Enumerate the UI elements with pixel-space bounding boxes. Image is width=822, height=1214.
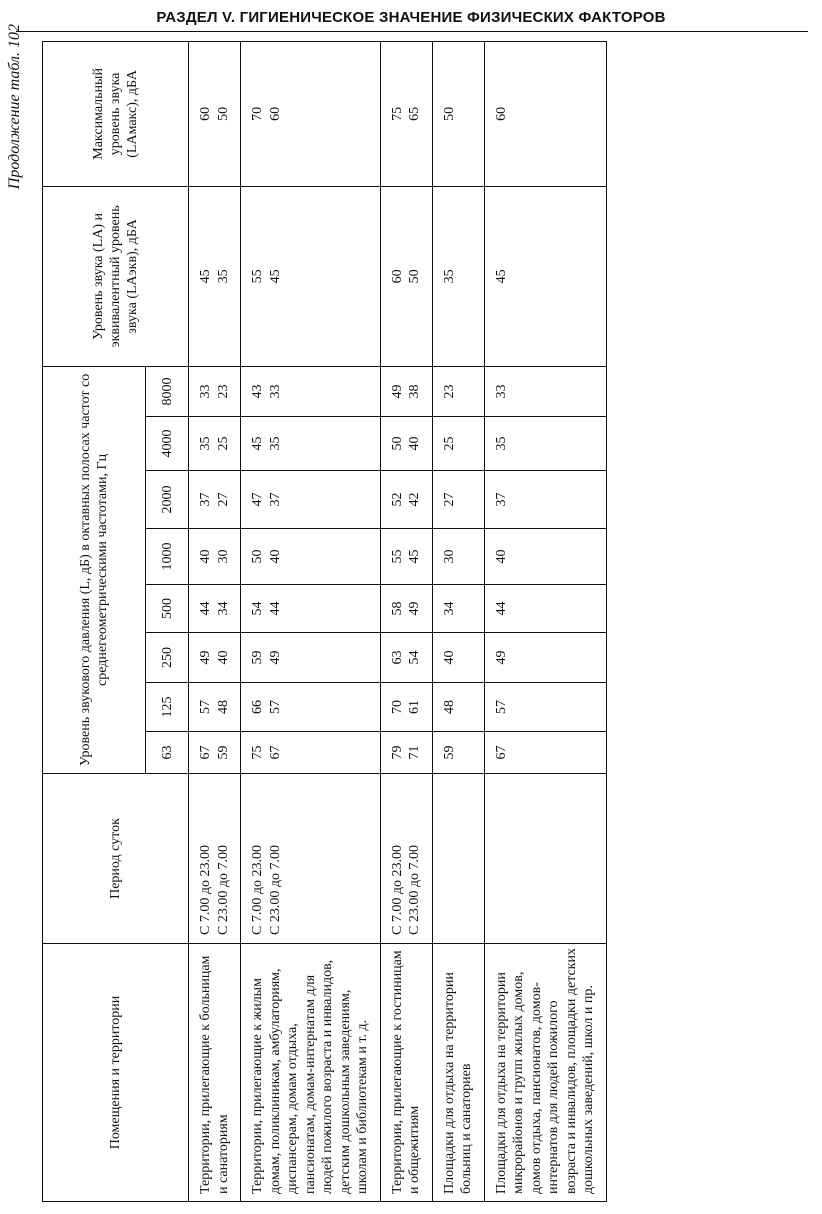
level-value: 30 xyxy=(215,549,231,564)
value-cell-4000 xyxy=(380,417,432,471)
value-cell-la xyxy=(241,186,381,366)
value-cell-500 xyxy=(189,585,241,633)
value-cell-la xyxy=(432,186,484,366)
table-row xyxy=(189,41,241,1201)
level-value: 44 xyxy=(267,601,283,616)
level-value: 44 xyxy=(198,601,213,616)
level-value: 71 xyxy=(407,745,422,760)
level-value: 49 xyxy=(493,650,509,665)
value-cell-8000 xyxy=(189,366,241,416)
level-value: 25 xyxy=(441,436,457,451)
level-value: 48 xyxy=(215,700,231,714)
level-value: 40 xyxy=(441,650,457,665)
level-value: 50 xyxy=(441,106,457,121)
value-cell-500 xyxy=(432,585,484,633)
level-value: 23 xyxy=(215,384,231,399)
level-value: 45 xyxy=(493,269,509,284)
value-cell-125 xyxy=(241,683,381,732)
value-cell-lamax xyxy=(484,41,606,186)
level-value: 27 xyxy=(215,492,231,507)
level-value: 49 xyxy=(407,601,422,616)
value-cell-500 xyxy=(484,585,606,633)
level-value: 37 xyxy=(198,492,213,507)
value-cell-2000 xyxy=(241,471,381,529)
value-cell-1000 xyxy=(432,529,484,585)
level-value: 33 xyxy=(267,384,283,399)
value-cell-lamax xyxy=(432,41,484,186)
level-value: 52 xyxy=(389,492,405,507)
period-cell xyxy=(241,774,381,944)
value-cell-1000 xyxy=(380,529,432,585)
level-value: 50 xyxy=(250,549,265,564)
freq-header-2000: 2000 xyxy=(146,471,189,529)
freq-header-250: 250 xyxy=(146,633,189,683)
level-value: 57 xyxy=(198,700,213,714)
table-row xyxy=(241,41,381,1201)
level-value: 45 xyxy=(250,436,265,451)
level-value: 67 xyxy=(493,745,509,760)
level-value: 44 xyxy=(493,601,509,616)
value-cell-8000 xyxy=(432,366,484,416)
level-value: 40 xyxy=(198,549,213,564)
level-value: 60 xyxy=(198,106,213,121)
value-cell-la xyxy=(189,186,241,366)
period-cell xyxy=(380,774,432,944)
level-value: 49 xyxy=(267,650,283,665)
value-cell-la xyxy=(484,186,606,366)
level-value: 37 xyxy=(493,492,509,507)
value-cell-8000 xyxy=(380,366,432,416)
table-row xyxy=(380,41,432,1201)
level-value: 25 xyxy=(215,436,231,451)
col-header-pressure-group: Уровень звукового давления (L, дБ) в октавных полосах частот со среднегеометрическими частотами, Гц xyxy=(43,366,146,773)
place-cell: Территории, прилегающие к гостиницам и общежитиям xyxy=(380,944,432,1202)
level-value: 57 xyxy=(493,700,509,714)
value-cell-63 xyxy=(241,732,381,774)
value-cell-250 xyxy=(380,633,432,683)
level-value: 35 xyxy=(267,436,283,451)
period-value: С 7.00 до 23.00 xyxy=(389,845,405,935)
level-value: 48 xyxy=(441,700,457,714)
col-header-place: Помещения и территории xyxy=(43,944,189,1202)
freq-header-8000: 8000 xyxy=(146,366,189,416)
level-value: 35 xyxy=(493,436,509,451)
value-cell-2000 xyxy=(189,471,241,529)
value-cell-2000 xyxy=(380,471,432,529)
value-cell-250 xyxy=(432,633,484,683)
col-header-la-eq: Уровень звука (LA) и эквивалентный уровень звука (LAэкв), дБА xyxy=(43,186,189,366)
level-value: 45 xyxy=(198,269,213,284)
value-cell-8000 xyxy=(484,366,606,416)
level-value: 60 xyxy=(493,106,509,121)
level-value: 79 xyxy=(389,745,405,760)
freq-header-63: 63 xyxy=(146,732,189,774)
value-cell-500 xyxy=(380,585,432,633)
period-value: С 7.00 до 23.00 xyxy=(198,845,213,935)
noise-levels-table xyxy=(42,41,607,1202)
level-value: 40 xyxy=(267,549,283,564)
level-value: 49 xyxy=(198,650,213,665)
col-header-period: Период суток xyxy=(43,774,189,944)
level-value: 34 xyxy=(441,601,457,616)
value-cell-2000 xyxy=(484,471,606,529)
level-value: 59 xyxy=(250,650,265,665)
value-cell-la xyxy=(380,186,432,366)
value-cell-1000 xyxy=(241,529,381,585)
section-title: РАЗДЕЛ V. ГИГИЕНИЧЕСКОЕ ЗНАЧЕНИЕ ФИЗИЧЕСКИХ ФАКТОРОВ xyxy=(156,9,666,26)
period-value: С 23.00 до 7.00 xyxy=(215,845,231,935)
value-cell-63 xyxy=(380,732,432,774)
level-value: 59 xyxy=(441,745,457,760)
value-cell-4000 xyxy=(241,417,381,471)
freq-header-125: 125 xyxy=(146,683,189,732)
value-cell-lamax xyxy=(380,41,432,186)
level-value: 33 xyxy=(198,384,213,399)
level-value: 43 xyxy=(250,384,265,399)
freq-header-1000: 1000 xyxy=(146,529,189,585)
level-value: 63 xyxy=(389,650,405,665)
level-value: 67 xyxy=(198,745,213,760)
level-value: 50 xyxy=(407,269,422,284)
level-value: 34 xyxy=(215,601,231,616)
value-cell-1000 xyxy=(189,529,241,585)
level-value: 35 xyxy=(198,436,213,451)
table-row xyxy=(484,41,606,1201)
value-cell-250 xyxy=(484,633,606,683)
level-value: 50 xyxy=(215,106,231,121)
table-body xyxy=(189,41,607,1201)
level-value: 33 xyxy=(493,384,509,399)
level-value: 40 xyxy=(215,650,231,665)
place-cell: Площадки для отдыха на территории больниц и санаториев xyxy=(432,944,484,1202)
value-cell-125 xyxy=(484,683,606,732)
level-value: 54 xyxy=(407,650,422,665)
level-value: 38 xyxy=(407,384,422,399)
level-value: 27 xyxy=(441,492,457,507)
value-cell-500 xyxy=(241,585,381,633)
value-cell-250 xyxy=(241,633,381,683)
table-caption: Продолжение табл. 102 xyxy=(6,24,23,190)
period-cell xyxy=(484,774,606,944)
period-value: С 23.00 до 7.00 xyxy=(407,845,422,935)
level-value: 37 xyxy=(267,492,283,507)
level-value: 61 xyxy=(407,700,422,714)
value-cell-125 xyxy=(189,683,241,732)
level-value: 65 xyxy=(407,106,422,121)
value-cell-4000 xyxy=(432,417,484,471)
value-cell-lamax xyxy=(241,41,381,186)
freq-header-500: 500 xyxy=(146,585,189,633)
level-value: 49 xyxy=(389,384,405,399)
level-value: 55 xyxy=(250,269,265,284)
period-cell xyxy=(189,774,241,944)
place-cell: Территории, прилегающие к больницам и санаториям xyxy=(189,944,241,1202)
level-value: 35 xyxy=(215,269,231,284)
value-cell-4000 xyxy=(189,417,241,471)
level-value: 50 xyxy=(389,436,405,451)
period-value: С 23.00 до 7.00 xyxy=(267,845,283,935)
value-cell-2000 xyxy=(432,471,484,529)
level-value: 60 xyxy=(267,106,283,121)
level-value: 66 xyxy=(250,700,265,714)
level-value: 67 xyxy=(267,745,283,760)
level-value: 23 xyxy=(441,384,457,399)
value-cell-125 xyxy=(432,683,484,732)
level-value: 54 xyxy=(250,601,265,616)
level-value: 75 xyxy=(389,106,405,121)
level-value: 35 xyxy=(441,269,457,284)
value-cell-63 xyxy=(189,732,241,774)
value-cell-63 xyxy=(432,732,484,774)
level-value: 59 xyxy=(215,745,231,760)
value-cell-250 xyxy=(189,633,241,683)
value-cell-lamax xyxy=(189,41,241,186)
level-value: 57 xyxy=(267,700,283,714)
level-value: 60 xyxy=(389,269,405,284)
level-value: 42 xyxy=(407,492,422,507)
col-header-la-max: Максимальный уровень звука (LAмакс), дБА xyxy=(43,41,189,186)
value-cell-8000 xyxy=(241,366,381,416)
level-value: 45 xyxy=(267,269,283,284)
freq-header-4000: 4000 xyxy=(146,417,189,471)
level-value: 70 xyxy=(389,700,405,714)
value-cell-1000 xyxy=(484,529,606,585)
value-cell-63 xyxy=(484,732,606,774)
value-cell-4000 xyxy=(484,417,606,471)
table-row xyxy=(432,41,484,1201)
level-value: 45 xyxy=(407,549,422,564)
level-value: 40 xyxy=(407,436,422,451)
level-value: 58 xyxy=(389,601,405,616)
level-value: 55 xyxy=(389,549,405,564)
level-value: 40 xyxy=(493,549,509,564)
level-value: 70 xyxy=(250,106,265,121)
level-value: 30 xyxy=(441,549,457,564)
place-cell: Площадки для отдыха на территории микрорайонов и групп жилых домов, домов отдыха, пансионатов, домов-интернатов для людей пожилого возраста и инвалидов, площадки детских дошкольных заведений, школ и пр. xyxy=(484,944,606,1202)
value-cell-125 xyxy=(380,683,432,732)
level-value: 75 xyxy=(250,745,265,760)
place-cell: Территории, прилегающие к жилым домам, поликлиникам, амбулаториям, диспансерам, домам отдыха, пансионатам, домам-интернатам для людей пожилого возраста и инвалидов, детским дошкольным заведениям, школам и библиотекам и т. д. xyxy=(241,944,381,1202)
period-cell xyxy=(432,774,484,944)
period-value: С 7.00 до 23.00 xyxy=(250,845,265,935)
level-value: 47 xyxy=(250,492,265,507)
